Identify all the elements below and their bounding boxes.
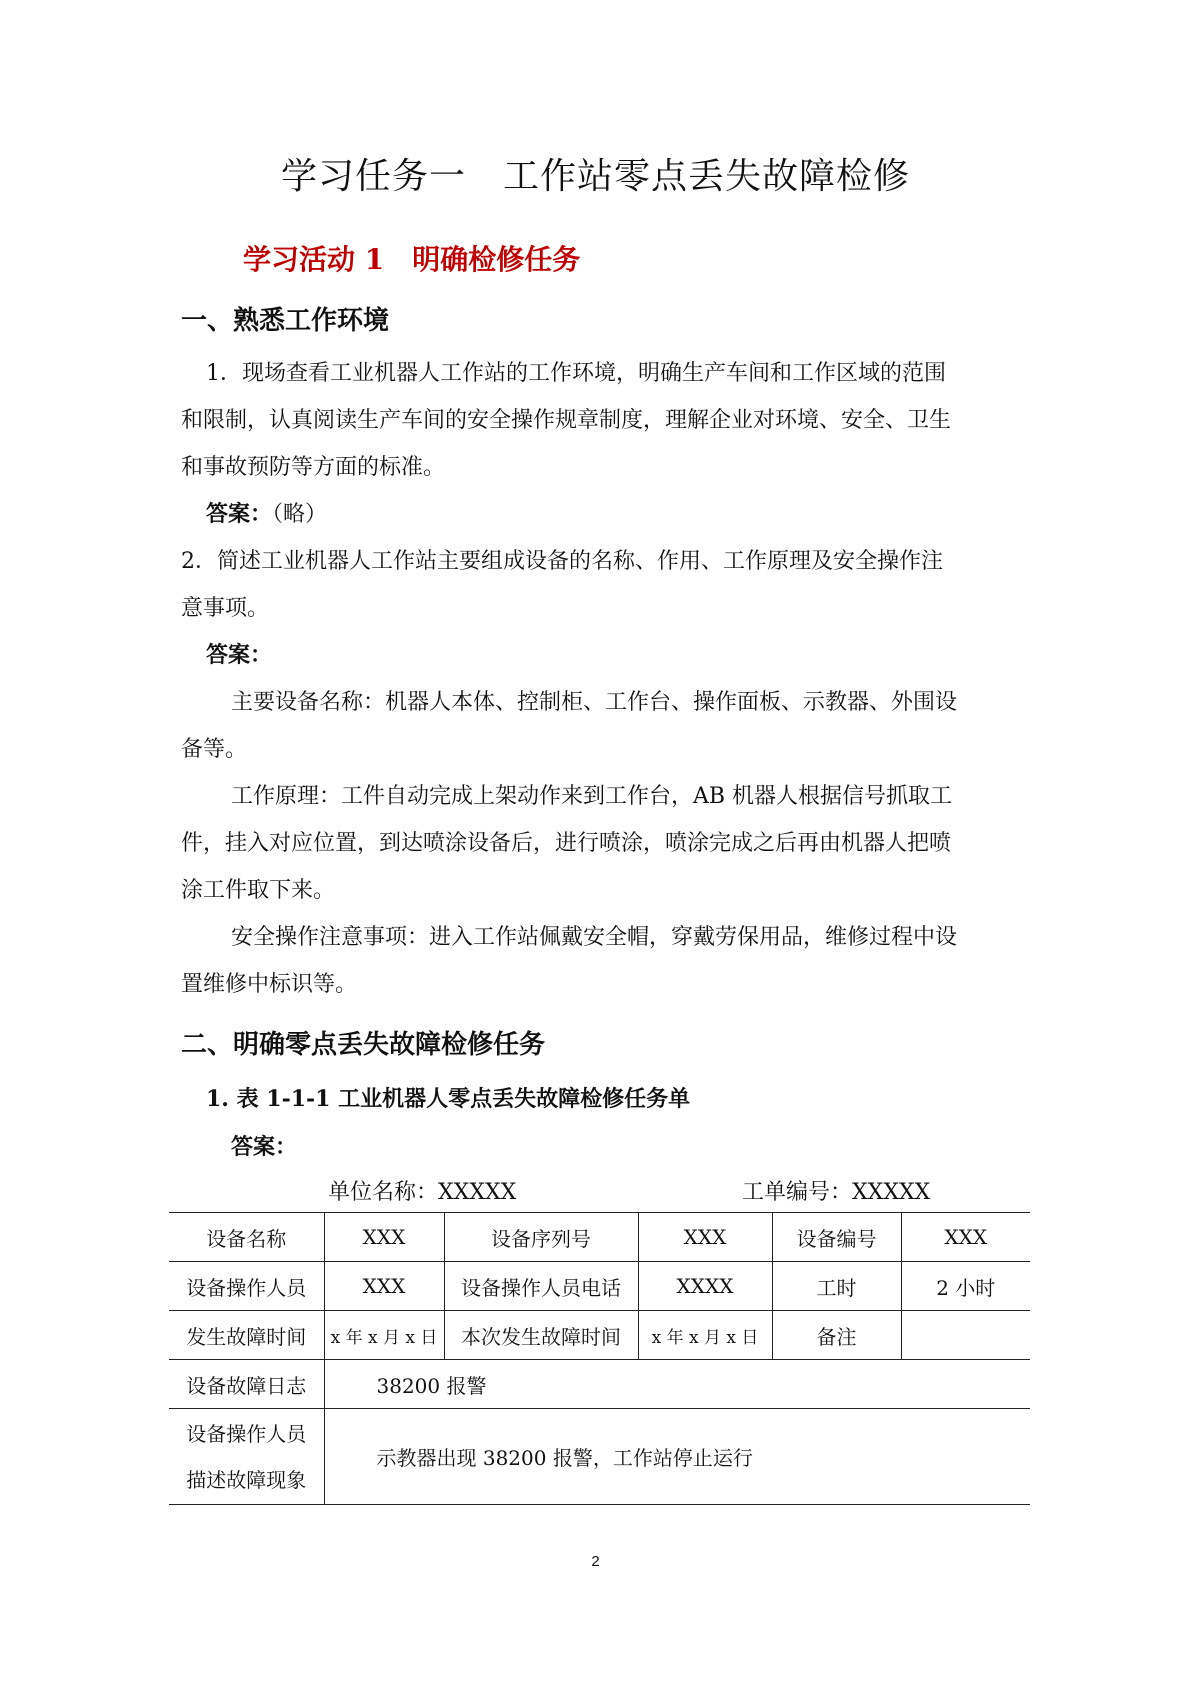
activity-title: 学习活动 1 明确检修任务	[243, 243, 581, 276]
table-row	[169, 1262, 1030, 1311]
document-title: 学习任务一 工作站零点丢失故障检修	[280, 156, 910, 197]
answer2-line1: 主要设备名称：机器人本体、控制柜、工作台、操作面板、示教器、外围设	[231, 690, 958, 715]
table-row	[169, 1360, 1030, 1409]
answer1-text: （略）	[272, 502, 328, 527]
question1-line2: 和限制，认真阅读生产车间的安全操作规章制度，理解企业对环境、安全、卫生	[181, 408, 952, 433]
answer3-label: 答案：	[231, 1134, 298, 1160]
question2-line1: 2．简述工业机器人工作站主要组成设备的名称、作用、工作原理及安全操作注	[181, 549, 943, 574]
table-cell: 设备序列号	[444, 1213, 638, 1262]
table-cell: 设备操作人员	[169, 1262, 324, 1311]
table-cell: XXX	[901, 1213, 1030, 1262]
table-cell: 设备故障日志	[169, 1360, 324, 1409]
table-cell: 发生故障时间	[169, 1311, 324, 1360]
table-caption: 1. 表 1-1-1 工业机器人零点丢失故障检修任务单	[206, 1086, 691, 1112]
section1-heading: 一、熟悉工作环境	[181, 306, 390, 336]
table-cell: 38200 报警	[324, 1360, 1030, 1409]
question2-line2: 意事项。	[181, 596, 270, 621]
answer2-line7: 置维修中标识等。	[181, 972, 358, 997]
work-order-number: 工单编号：XXXXX	[742, 1180, 931, 1205]
table-cell: x 年 x 月 x 日	[638, 1311, 772, 1360]
table-cell: XXXX	[638, 1262, 772, 1311]
task-table	[169, 1212, 1030, 1505]
answer1	[206, 491, 327, 538]
answer2-line4: 件，挂入对应位置，到达喷涂设备后，进行喷涂，喷涂完成之后再由机器人把喷	[181, 831, 952, 856]
table-cell: 示教器出现 38200 报警，工作站停止运行	[324, 1409, 1030, 1505]
table-cell: XXX	[324, 1213, 444, 1262]
table-cell: XXX	[324, 1262, 444, 1311]
answer2-line2: 备等。	[181, 737, 248, 762]
table-cell: 本次发生故障时间	[444, 1311, 638, 1360]
answer2-line6: 安全操作注意事项：进入工作站佩戴安全帽，穿戴劳保用品，维修过程中设	[231, 925, 958, 950]
table-cell	[901, 1311, 1030, 1360]
table-cell: 工时	[772, 1262, 901, 1311]
answer2-label: 答案：	[206, 642, 273, 668]
table-cell: x 年 x 月 x 日	[324, 1311, 444, 1360]
answer2-line5: 涂工件取下来。	[181, 878, 336, 903]
table-cell: 设备名称	[169, 1213, 324, 1262]
table-row	[169, 1409, 1030, 1505]
table-cell: 设备编号	[772, 1213, 901, 1262]
answer2-line3: 工作原理：工件自动完成上架动作来到工作台，AB 机器人根据信号抓取工	[231, 784, 953, 809]
table-cell-line: 描述故障现象	[186, 1467, 307, 1492]
table-cell: XXX	[638, 1213, 772, 1262]
question1-line1: 1．现场查看工业机器人工作站的工作环境，明确生产车间和工作区域的范围	[206, 361, 946, 386]
table-row	[169, 1311, 1030, 1360]
question1-line3: 和事故预防等方面的标准。	[181, 455, 446, 480]
unit-name: 单位名称：XXXXX	[328, 1180, 517, 1205]
answer1-label: 答案：	[206, 501, 273, 527]
table-cell: 备注	[772, 1311, 901, 1360]
table-cell-line: 设备操作人员	[186, 1421, 307, 1446]
table-cell: 2 小时	[901, 1262, 1030, 1311]
table-row	[169, 1213, 1030, 1262]
page-number: 2	[591, 1553, 600, 1570]
table-cell	[169, 1409, 324, 1505]
table-cell: 设备操作人员电话	[444, 1262, 638, 1311]
section2-heading: 二、明确零点丢失故障检修任务	[181, 1030, 546, 1060]
